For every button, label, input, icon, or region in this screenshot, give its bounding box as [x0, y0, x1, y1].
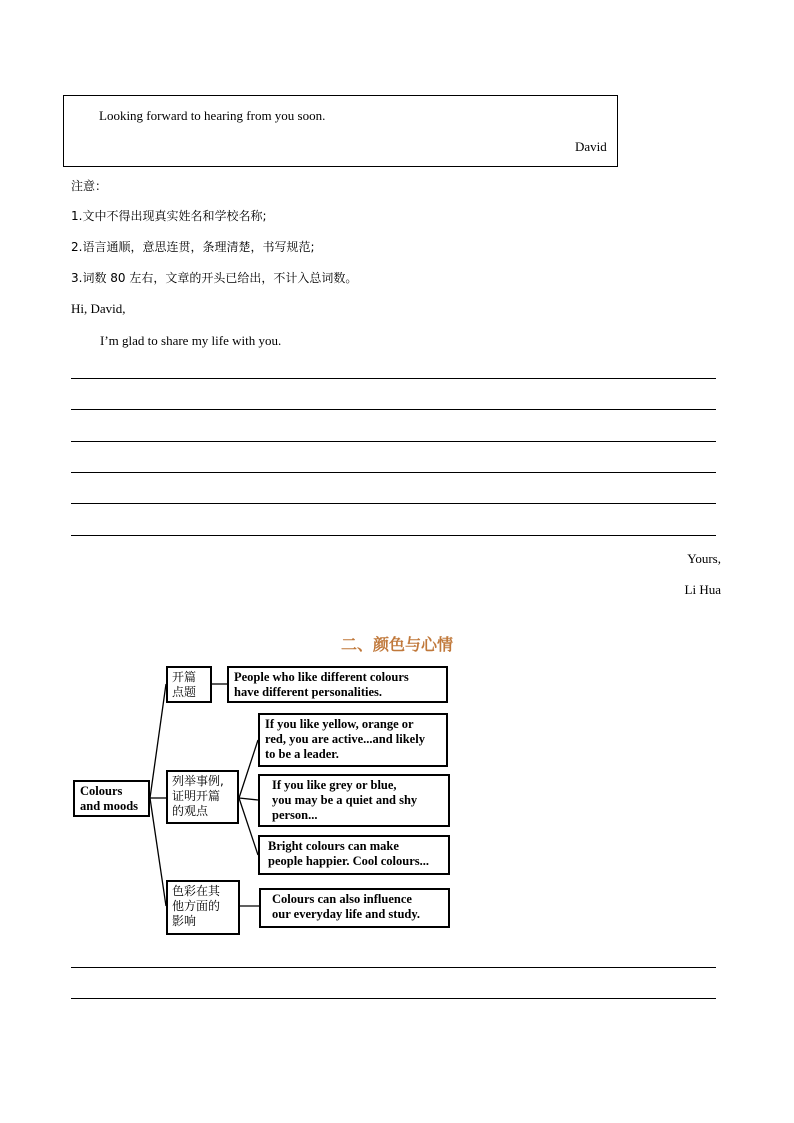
connector-root-branch1 [150, 684, 166, 798]
writing-line[interactable] [71, 409, 716, 410]
letter-closing-line: Looking forward to hearing from you soon. [99, 108, 326, 123]
response-greeting: Hi, David, [71, 301, 126, 316]
connector-root-branch3 [150, 798, 166, 906]
writing-line[interactable] [71, 503, 716, 504]
mindmap-leaf-cool-colours [258, 774, 450, 827]
writing-line[interactable] [71, 998, 716, 999]
note-item-2: 2.语言通顺，意思连贯，条理清楚，书写规范; [71, 240, 315, 254]
note-item-3: 3.词数 80 左右，文章的开头已给出，不计入总词数。 [71, 271, 358, 285]
connector-branch2-leaf3 [239, 798, 258, 800]
writing-line[interactable] [71, 441, 716, 442]
mindmap-root-label: Colours and moods [80, 784, 139, 813]
mindmap-leaf-everyday-life [259, 888, 450, 928]
letter-signature: David [575, 139, 607, 154]
mindmap-leaf-bright-colours-label: Bright colours can make people happier. Cool colours... [268, 839, 430, 868]
mindmap-leaf-warm-colours [258, 713, 448, 767]
section-title: 二、颜色与心情 [340, 635, 453, 654]
writing-line[interactable] [71, 472, 716, 473]
mindmap-leaf-everyday-life-label: Colours can also influence our everyday life and study. [272, 892, 421, 921]
mindmap-branch-opening [166, 666, 212, 703]
mindmap-branch-influence-label: 色彩在其 他方面的 影响 [172, 884, 221, 928]
mindmap-branch-influence [166, 880, 240, 935]
connector-branch2-leaf2 [239, 740, 258, 798]
mindmap-branch-examples [166, 770, 239, 824]
writing-line[interactable] [71, 535, 716, 536]
response-opening: I’m glad to share my life with you. [100, 333, 282, 348]
mindmap-leaf-warm-colours-label: If you like yellow, orange or red, you are active...and likely to be a leader. [265, 717, 425, 761]
letter-excerpt-box [63, 95, 618, 167]
mindmap-leaf-personalities [227, 666, 448, 703]
response-closing: Yours, [687, 551, 721, 566]
mindmap-branch-opening-label: 开篇 点题 [172, 670, 197, 699]
writing-line[interactable] [71, 378, 716, 379]
mindmap-leaf-cool-colours-label: If you like grey or blue, you may be a quiet and shy person... [272, 778, 418, 822]
notes-heading: 注意： [71, 179, 108, 193]
writing-line[interactable] [71, 967, 716, 968]
response-name: Li Hua [684, 582, 721, 597]
mindmap-branch-examples-label: 列举事例, 证明开篇 的观点 [172, 774, 224, 818]
mindmap-leaf-bright-colours [258, 835, 450, 875]
mindmap-leaf-personalities-label: People who like different colours have different personalities. [234, 670, 409, 699]
mindmap-root [73, 780, 150, 817]
note-item-1: 1.文中不得出现真实姓名和学校名称; [71, 209, 267, 223]
connector-branch2-leaf4 [239, 798, 258, 855]
